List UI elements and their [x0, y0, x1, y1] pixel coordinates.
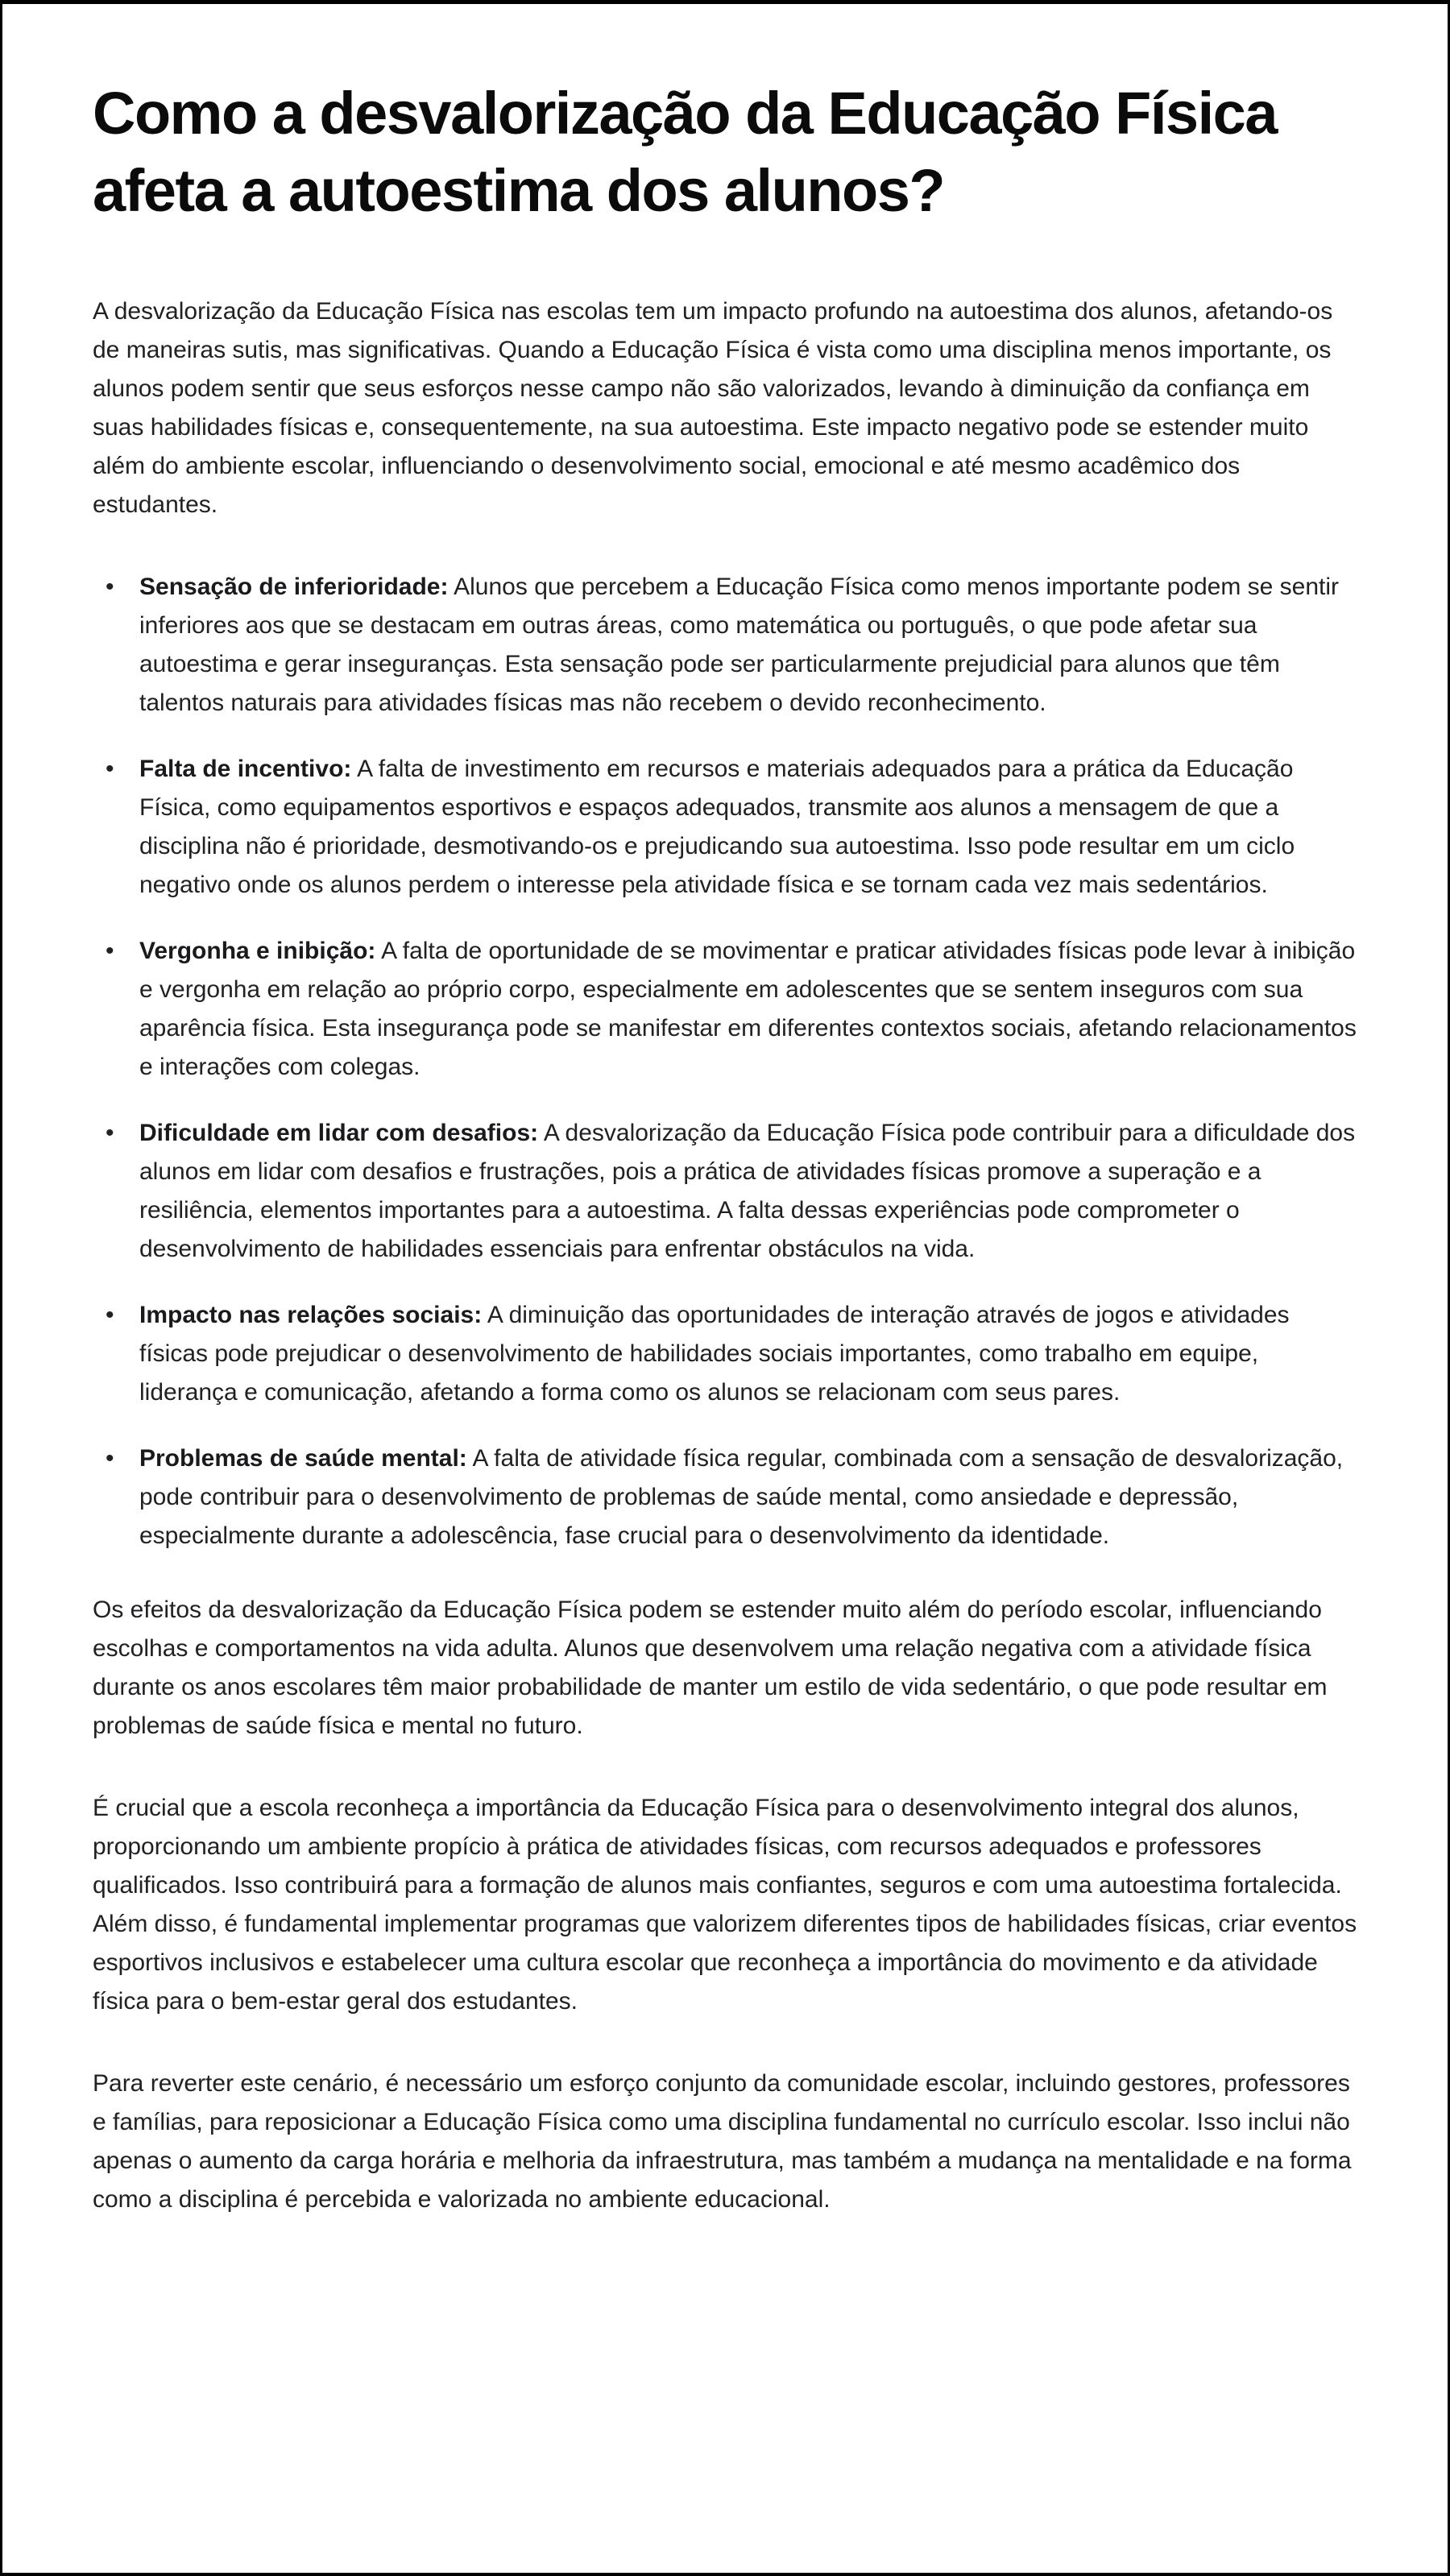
bullet-text: A falta de oportunidade de se movimentar e praticar atividades físicas pode levar à inibição e vergonha em relação ao próprio corpo, especialmente em adolescentes que se sentem inseguros com sua aparência física. Esta insegurança pode se manifestar em diferentes contextos sociais, afetando relacionamentos e interações com colegas. [139, 938, 1357, 1080]
bullet-term: Impacto nas relações sociais: [139, 1302, 483, 1328]
bullet-text: Alunos que percebem a Educação Física como menos importante podem se sentir inferiores aos que se destacam em outras áreas, como matemática ou português, o que pode afetar sua autoestima e gerar inseguranças. Esta sensação pode ser particularmente prejudicial para alunos que têm talentos naturais para atividades físicas mas não recebem o devido reconhecimento. [139, 574, 1340, 716]
bullet-text: A falta de investimento em recursos e materiais adequados para a prática da Educação Física, como equipamentos esportivos e espaços adequados, transmite aos alunos a mensagem de que a disciplina não é prioridade, desmotivando-os e prejudicando sua autoestima. Isso pode resultar em um ciclo negativo onde os alunos perdem o interesse pela atividade física e se tornam cada vez mais sedentários. [139, 756, 1295, 898]
list-item-problemas-de-saude-mental [139, 1439, 1357, 1555]
closing-paragraph-school-role: É crucial que a escola reconheça a importância da Educação Física para o desenvolvimento integral dos alunos, proporcionando um ambiente propício à prática de atividades físicas, com recursos adequados e professores qualificados. Isso contribuirá para a formação de alunos mais confiantes, seguros e com uma autoestima fortalecida. Além disso, é fundamental implementar programas que valorizem diferentes tipos de habilidades físicas, criar eventos esportivos inclusivos e estabelecer uma cultura escolar que reconheça a importância do movimento e da atividade física para o bem-estar geral dos estudantes. [93, 1795, 1357, 2015]
bullet-term: Dificuldade em lidar com desafios: [139, 1120, 539, 1146]
list-item-falta-de-incentivo [139, 750, 1357, 905]
list-item-dificuldade-em-lidar-com-desafios [139, 1114, 1357, 1269]
intro-paragraph: A desvalorização da Educação Física nas escolas tem um impacto profundo na autoestima dos alunos, afetando-os de maneiras sutis, mas significativas. Quando a Educação Física é vista como uma disciplina menos importante, os alunos podem sentir que seus esforços nesse campo não são valorizados, levando à diminuição da confiança em suas habilidades físicas e, consequentemente, na sua autoestima. Este impacto negativo pode se estender muito além do ambiente escolar, influenciando o desenvolvimento social, emocional e até mesmo acadêmico dos estudantes. [93, 298, 1333, 518]
list-item-sensacao-de-inferioridade [139, 568, 1357, 723]
bullet-term: Sensação de inferioridade: [139, 574, 449, 600]
closing-paragraph-call-to-action: Para reverter este cenário, é necessário um esforço conjunto da comunidade escolar, incluindo gestores, professores e famílias, para reposicionar a Educação Física como uma disciplina fundamental no currículo escolar. Isso inclui não apenas o aumento da carga horária e melhoria da infraestrutura, mas também a mudança na mentalidade e na forma como a disciplina é percebida e valorizada no ambiente educacional. [93, 2070, 1352, 2213]
bullet-text: A falta de atividade física regular, combinada com a sensação de desvalorização, pode contribuir para o desenvolvimento de problemas de saúde mental, como ansiedade e depressão, especialmente durante a adolescência, fase crucial para o desenvolvimento da identidade. [139, 1445, 1344, 1549]
bullet-term: Vergonha e inibição: [139, 938, 376, 964]
article-content [2, 4, 1448, 2359]
bullet-term: Falta de incentivo: [139, 756, 352, 782]
list-item-vergonha-e-inibicao [139, 932, 1357, 1087]
impact-list [93, 568, 1357, 1555]
bullet-text: A diminuição das oportunidades de interação através de jogos e atividades físicas pode prejudicar o desenvolvimento de habilidades sociais importantes, como trabalho em equipe, liderança e comunicação, afetando a forma como os alunos se relacionam com seus pares. [139, 1302, 1290, 1406]
closing-paragraph-effects: Os efeitos da desvalorização da Educação Física podem se estender muito além do período escolar, influenciando escolhas e comportamentos na vida adulta. Alunos que desenvolvem uma relação negativa com a atividade física durante os anos escolares têm maior probabilidade de manter um estilo de vida sedentário, o que pode resultar em problemas de saúde física e mental no futuro. [93, 1597, 1328, 1739]
list-item-impacto-nas-relacoes-sociais [139, 1296, 1357, 1412]
bullet-text: A desvalorização da Educação Física pode contribuir para a dificuldade dos alunos em lidar com desafios e frustrações, pois a prática de atividades físicas promove a superação e a resiliência, elementos importantes para a autoestima. A falta dessas experiências pode comprometer o desenvolvimento de habilidades essenciais para enfrentar obstáculos na vida. [139, 1120, 1356, 1262]
bullet-term: Problemas de saúde mental: [139, 1445, 467, 1472]
page-title: Como a desvalorização da Educação Física afeta a autoestima dos alunos? [93, 80, 1277, 224]
